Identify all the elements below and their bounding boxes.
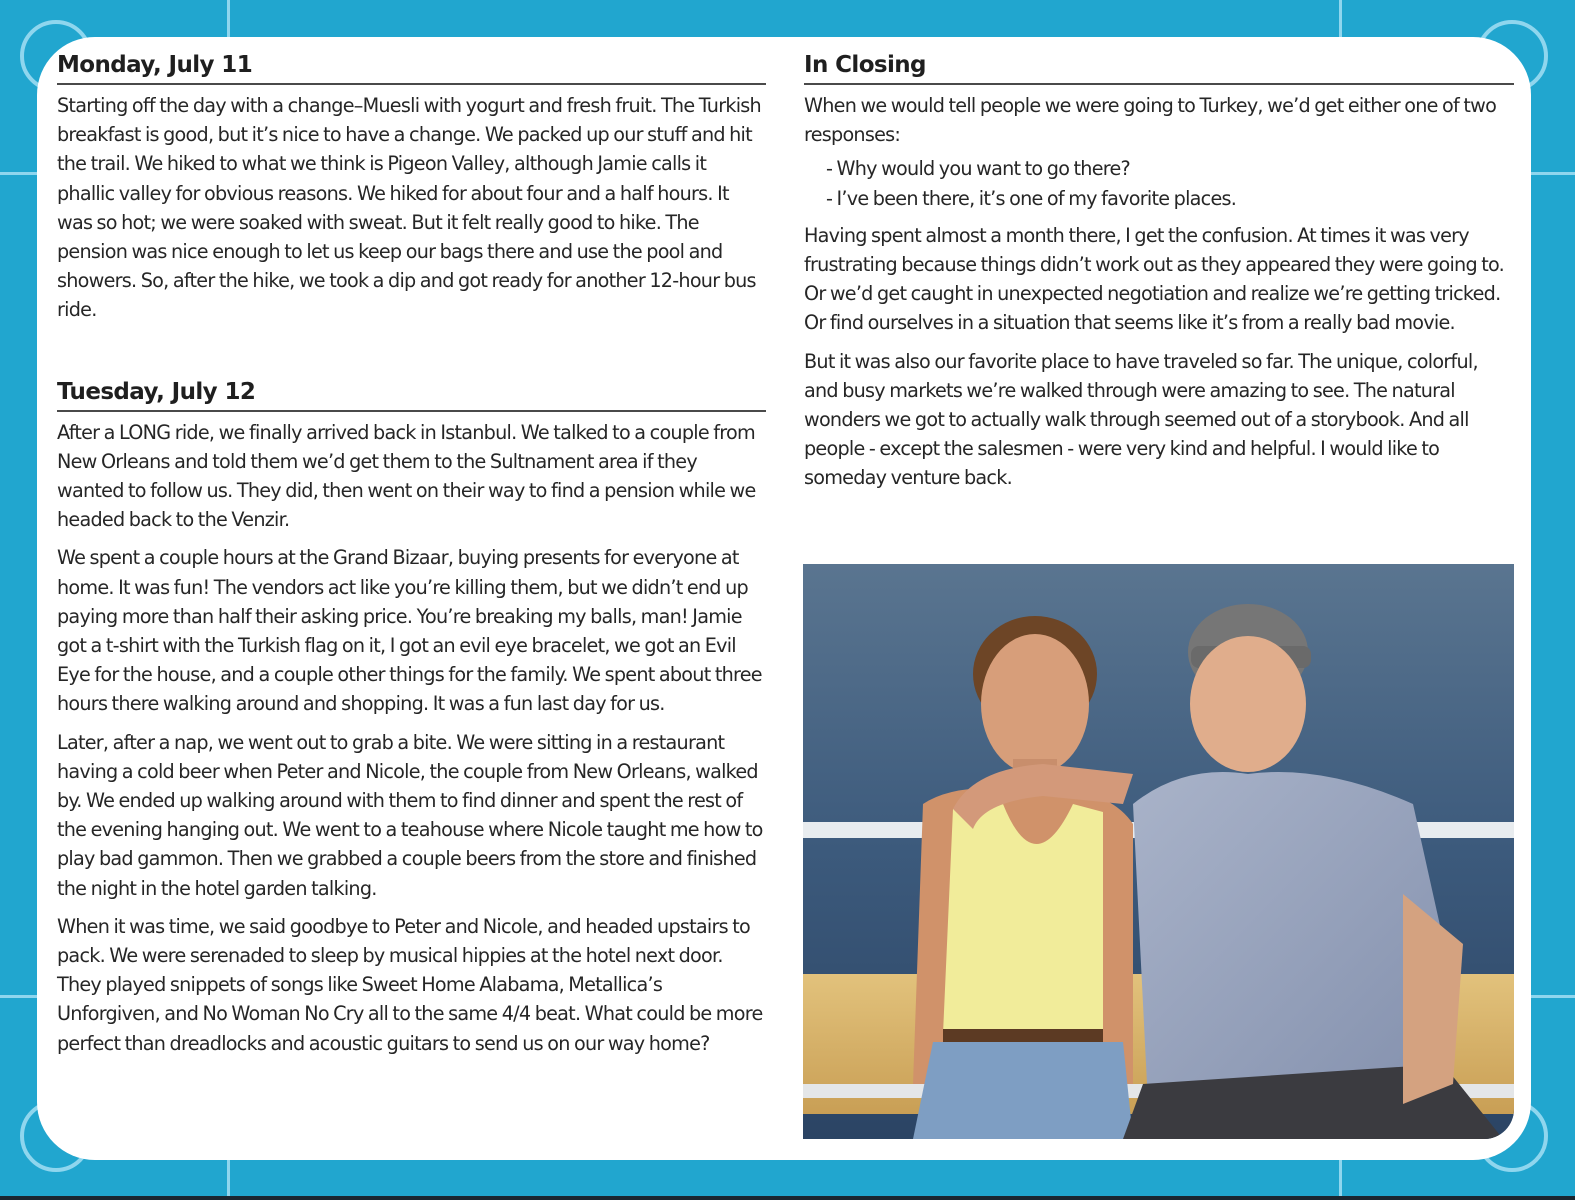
entry-paragraph: Starting off the day with a change–Muesli with yogurt and fresh fruit. The Turkish breakfast is good, but it’s nice to have a change. We packed up our stuff and hit the trail. We hiked to what we think is Pigeon Valley, although Jamie calls it phallic valley for obvious reasons. We hiked for about four and a half hours. It was so hot; we were soaked with sweat. But it felt really good to hike. The pension was nice enough to let us keep our bags there and use the pool and showers. So, after the hike, we took a dip and got ready for another 12-hour bus ride. [57, 94, 761, 322]
grid-line-bottom-left [227, 1160, 230, 1196]
grid-line-bottom-right [1339, 1160, 1342, 1196]
entry-heading: Monday, July 11 [57, 50, 766, 85]
entry-heading: Tuesday, July 12 [57, 377, 766, 412]
entry-paragraph: Later, after a nap, we went out to grab a bite. We were sitting in a restaurant having a cold beer when Peter and Nicole, the couple from New Orleans, walked by. We ended up walking around with them to find dinner and spent the rest of the evening hanging out. We went to a teahouse where Nicole taught me how to play bad gammon. Then we grabbed a couple beers from the store and finished the night in the hotel garden talking. [57, 730, 763, 900]
response-item: - Why would you want to go there? [826, 157, 1130, 181]
entry-paragraph: After a LONG ride, we finally arrived back in Istanbul. We talked to a couple from New Orleans and told them we’d get them to the Sultnament area if they wanted to follow us. They did, then went on their way to find a pension while we headed back to the Venzir. [57, 420, 756, 532]
grid-line-top-right [1339, 0, 1342, 38]
bottom-band [0, 1196, 1575, 1200]
in-closing-section [804, 50, 1514, 493]
intro-paragraph: When we would tell people we were going to Turkey, we’d get either one of two responses: [804, 94, 1497, 147]
photo-couple-on-boat-icon [803, 564, 1514, 1139]
section-spacer [57, 334, 766, 377]
left-column [57, 50, 766, 1067]
grid-line-left-lower [0, 995, 38, 998]
closing-paragraph: But it was also our favorite place to have traveled so far. The unique, colorful, and busy markets we’re walked through were amazing to see. The natural wonders we got to actually walk through seemed out of a storybook. And all people - except the salesmen - were very kind and helpful. I would like to someday venture back. [804, 349, 1478, 490]
couple-photo [803, 564, 1514, 1139]
right-column [804, 50, 1514, 502]
journal-entry-tuesday [57, 377, 766, 1058]
entry-paragraph: We spent a couple hours at the Grand Bizaar, buying presents for everyone at home. It was fun! The vendors act like you’re killing them, but we didn’t end up paying more than half their asking price. You’re breaking my balls, man! Jamie got a t-shirt with the Turkish flag on it, I got an evil eye bracelet, we got an Evil Eye for the house, and a couple other things for the family. We spent about three hours there walking around and shopping. It was a fun last day for us. [57, 546, 762, 716]
entry-paragraph: When it was time, we said goodbye to Peter and Nicole, and headed upstairs to pack. We were serenaded to sleep by musical hippies at the hotel next door. They played snippets of songs like Sweet Home Alabama, Metallica’s Unforgiven, and No Woman No Cry all to the same 4/4 beat. What could be more perfect than dreadlocks and acoustic guitars to send us on our way home? [57, 914, 763, 1055]
responses-list [826, 154, 1514, 212]
grid-line-top-left [227, 0, 230, 38]
section-heading: In Closing [804, 50, 1514, 85]
grid-line-right-upper [1531, 172, 1575, 175]
grid-line-right-lower [1531, 995, 1575, 998]
response-item: - I’ve been there, it’s one of my favorite places. [826, 186, 1237, 210]
closing-paragraph: Having spent almost a month there, I get the confusion. At times it was very frustrating because things didn’t work out as they appeared they were going to. Or we’d get caught in unexpected negotiation and realize we’re getting tricked. Or find ourselves in a situation that seems like it’s from a really bad movie. [804, 223, 1504, 335]
grid-line-left-upper [0, 172, 38, 175]
journal-entry-monday [57, 50, 766, 325]
